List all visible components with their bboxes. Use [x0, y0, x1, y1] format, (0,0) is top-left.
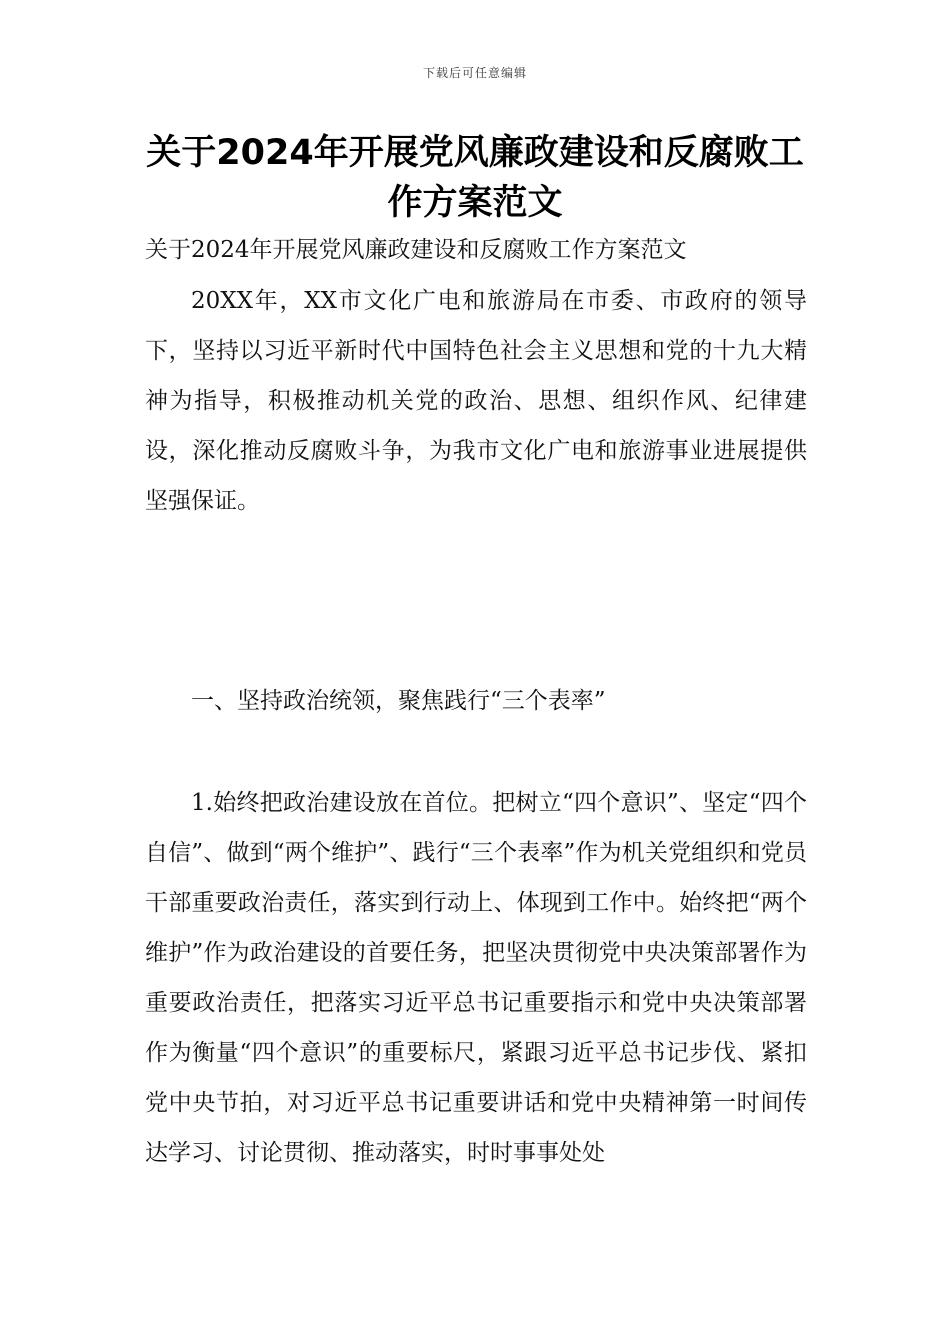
intro-paragraph: 20XX年，XX市文化广电和旅游局在市委、市政府的领导下，坚持以习近平新时代中国特色社会主义思想和党的十九大精神为指导，积极推动机关党的政治、思想、组织作风、纪律建设，深化推动反腐败斗争，为我市文化广电和旅游事业进展提供坚强保证。 [145, 288, 807, 514]
item-one-paragraph: 1.始终把政治建设放在首位。把树立“四个意识”、坚定“四个自信”、做到“两个维护”、践行“三个表率”作为机关党组织和党员干部重要政治责任，落实到行动上、体现到工作中。始终把“两个维护”作为政治建设的首要任务，把坚决贯彻党中央决策部署作为重要政治责任，把落实习近平总书记重要指示和党中央决策部署作为衡量“四个意识”的重要标尺，紧跟习近平总书记步伐、紧扣党中央节拍，对习近平总书记重要讲话和党中央精神第一时间传达学习、讨论贯彻、推动落实，时时事事处处 [145, 790, 807, 1166]
section-heading-one: 一、坚持政治统领，聚焦践行“三个表率” [191, 688, 606, 714]
document-title: 关于2024年开展党风廉政建设和反腐败工作方案范文 [146, 133, 804, 223]
document-subtitle: 关于2024年开展党风廉政建设和反腐败工作方案范文 [145, 237, 687, 263]
header-note: 下载后可任意编辑 [422, 66, 527, 80]
